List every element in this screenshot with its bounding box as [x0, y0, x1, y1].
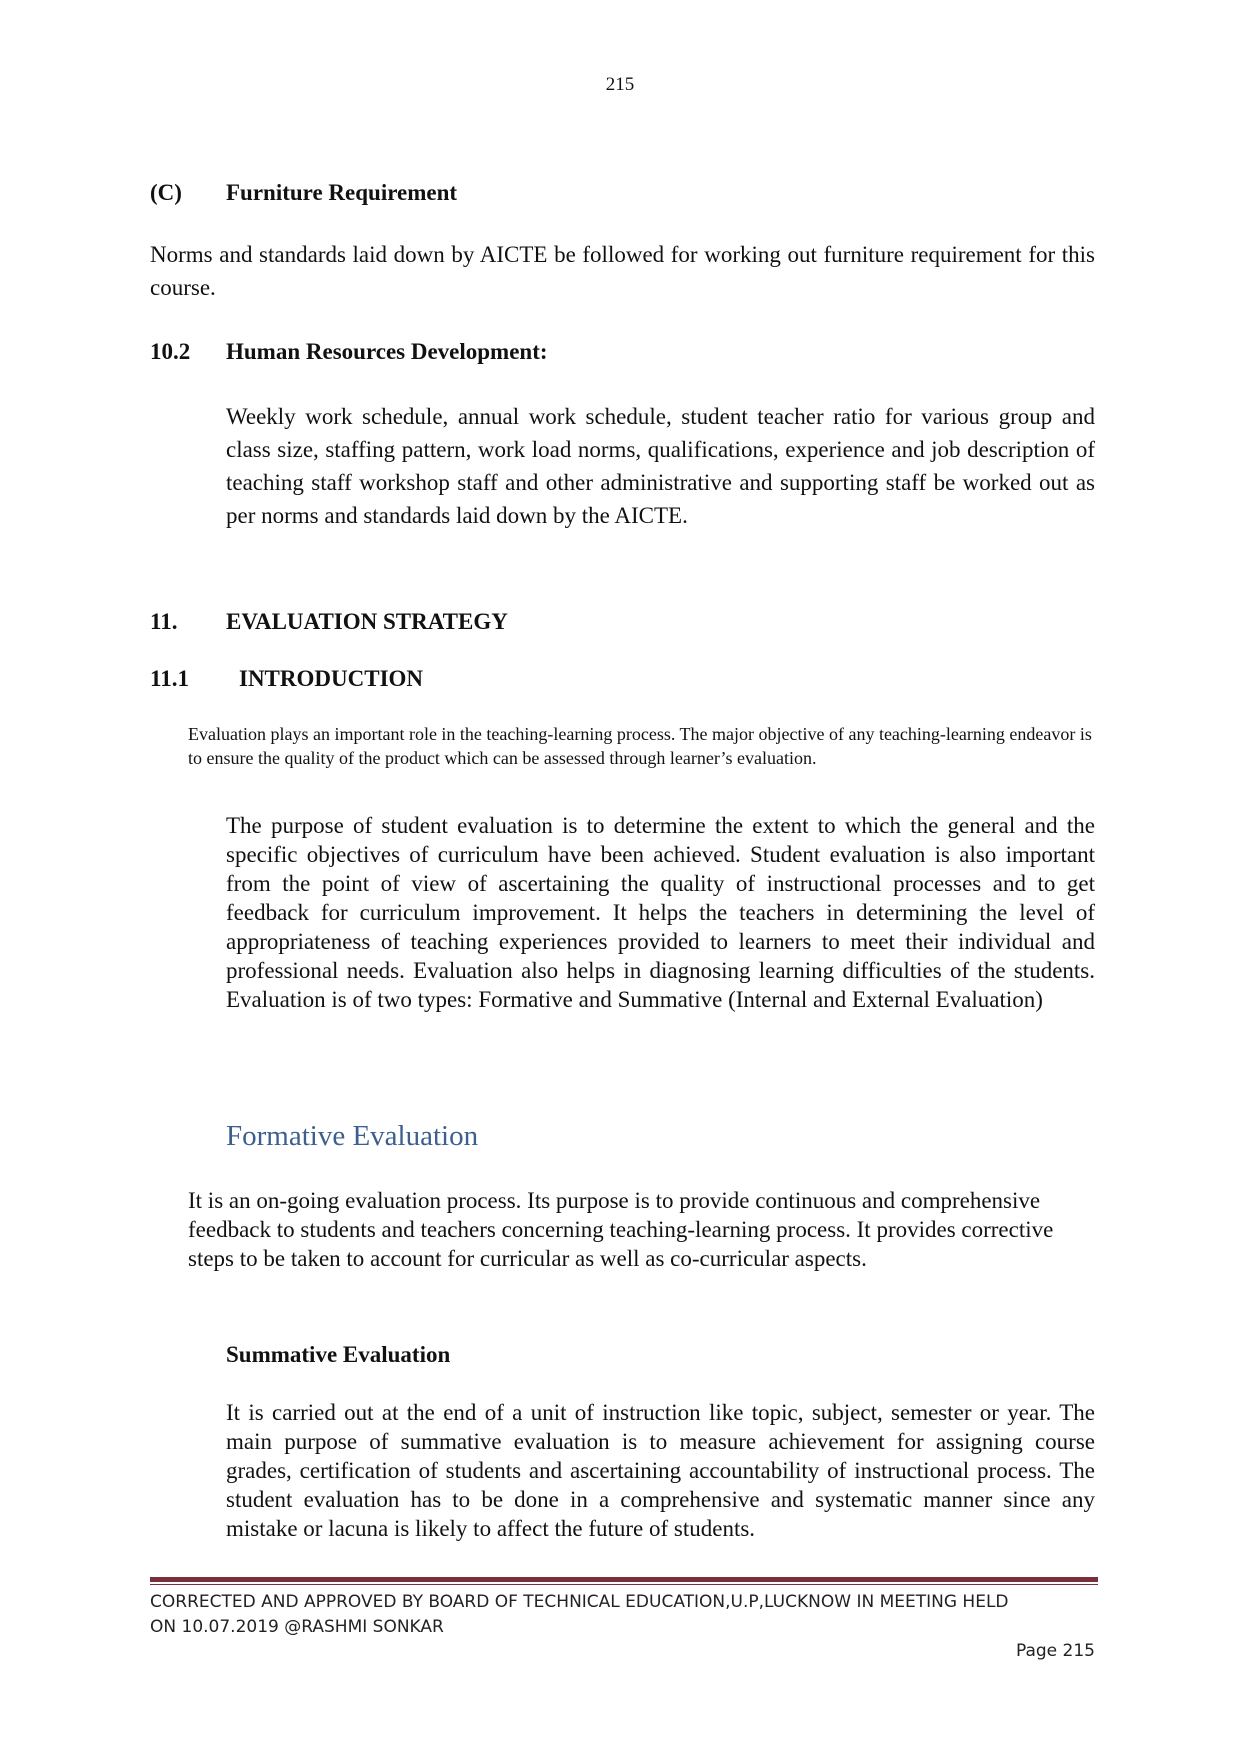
footer-page-number: Page 215 — [1015, 1641, 1095, 1661]
section-c-paragraph: Norms and standards laid down by AICTE be followed for working out furniture requirement for this course. — [150, 242, 1095, 300]
summative-paragraph: It is carried out at the end of a unit of instruction like topic, subject, semester or year. The main purpose of summative evaluation is to measure achievement for assigning course grades, certification of students and ascertaining accountability of instructional process. The student evaluation has to be done in a comprehensive and systematic manner since any mistake or lacuna is likely to affect the future of students. — [226, 1400, 1095, 1541]
section-c-heading — [150, 180, 457, 206]
section-11-1-heading — [150, 666, 423, 692]
section-11-number: 11. — [150, 609, 178, 634]
section-c-number: (C) — [150, 180, 182, 205]
footer-rule-thin — [150, 1584, 1098, 1585]
summative-heading: Summative Evaluation — [226, 1342, 451, 1367]
intro-paragraph: The purpose of student evaluation is to determine the extent to which the general and the specific objectives of curriculum have been achieved. Student evaluation is also important from the point of view of ascertaining the quality of instructional processes and to get feedback for curriculum improvement. It helps the teachers in determining the level of appropriateness of teaching experiences provided to learners to meet their individual and professional needs. Evaluation also helps in diagnosing learning difficulties of the students. Evaluation is of two types: Formative and Summative (Internal and External Evaluation) — [226, 813, 1095, 1012]
section-11-1-title: INTRODUCTION — [239, 666, 424, 691]
formative-paragraph: It is an on-going evaluation process. Its purpose is to provide continuous and comprehensive feedback to students and teachers concerning teaching-learning process. It provides corrective steps to be taken to account for curricular as well as co-curricular aspects. — [188, 1188, 1054, 1271]
footer-rule-thick — [150, 1577, 1098, 1582]
formative-heading: Formative Evaluation — [226, 1120, 479, 1152]
section-11-title: EVALUATION STRATEGY — [226, 609, 508, 634]
section-10-2-paragraph: Weekly work schedule, annual work schedule, student teacher ratio for various group and class size, staffing pattern, work load norms, qualifications, experience and job description of teaching staff workshop staff and other administrative and supporting staff be worked out as per norms and standards laid down by the AICTE. — [226, 404, 1095, 528]
page-number-top: 215 — [605, 74, 635, 95]
section-11-heading — [150, 609, 508, 635]
section-10-2-title: Human Resources Development: — [226, 339, 548, 364]
footer-approval-line-1: CORRECTED AND APPROVED BY BOARD OF TECHNICAL EDUCATION,U.P,LUCKNOW IN MEETING HELD — [150, 1592, 1009, 1612]
intro-small-paragraph: Evaluation plays an important role in the teaching-learning process. The major objective of any teaching-learning endeavor is to ensure the quality of the product which can be assessed through learner’s evaluation. — [188, 724, 1092, 768]
section-11-1-number: 11.1 — [150, 666, 189, 691]
section-c-title: Furniture Requirement — [226, 180, 458, 205]
section-10-2-heading — [150, 339, 548, 365]
section-10-2-number: 10.2 — [150, 339, 191, 364]
footer-approval-line-2: ON 10.07.2019 @RASHMI SONKAR — [150, 1617, 444, 1637]
